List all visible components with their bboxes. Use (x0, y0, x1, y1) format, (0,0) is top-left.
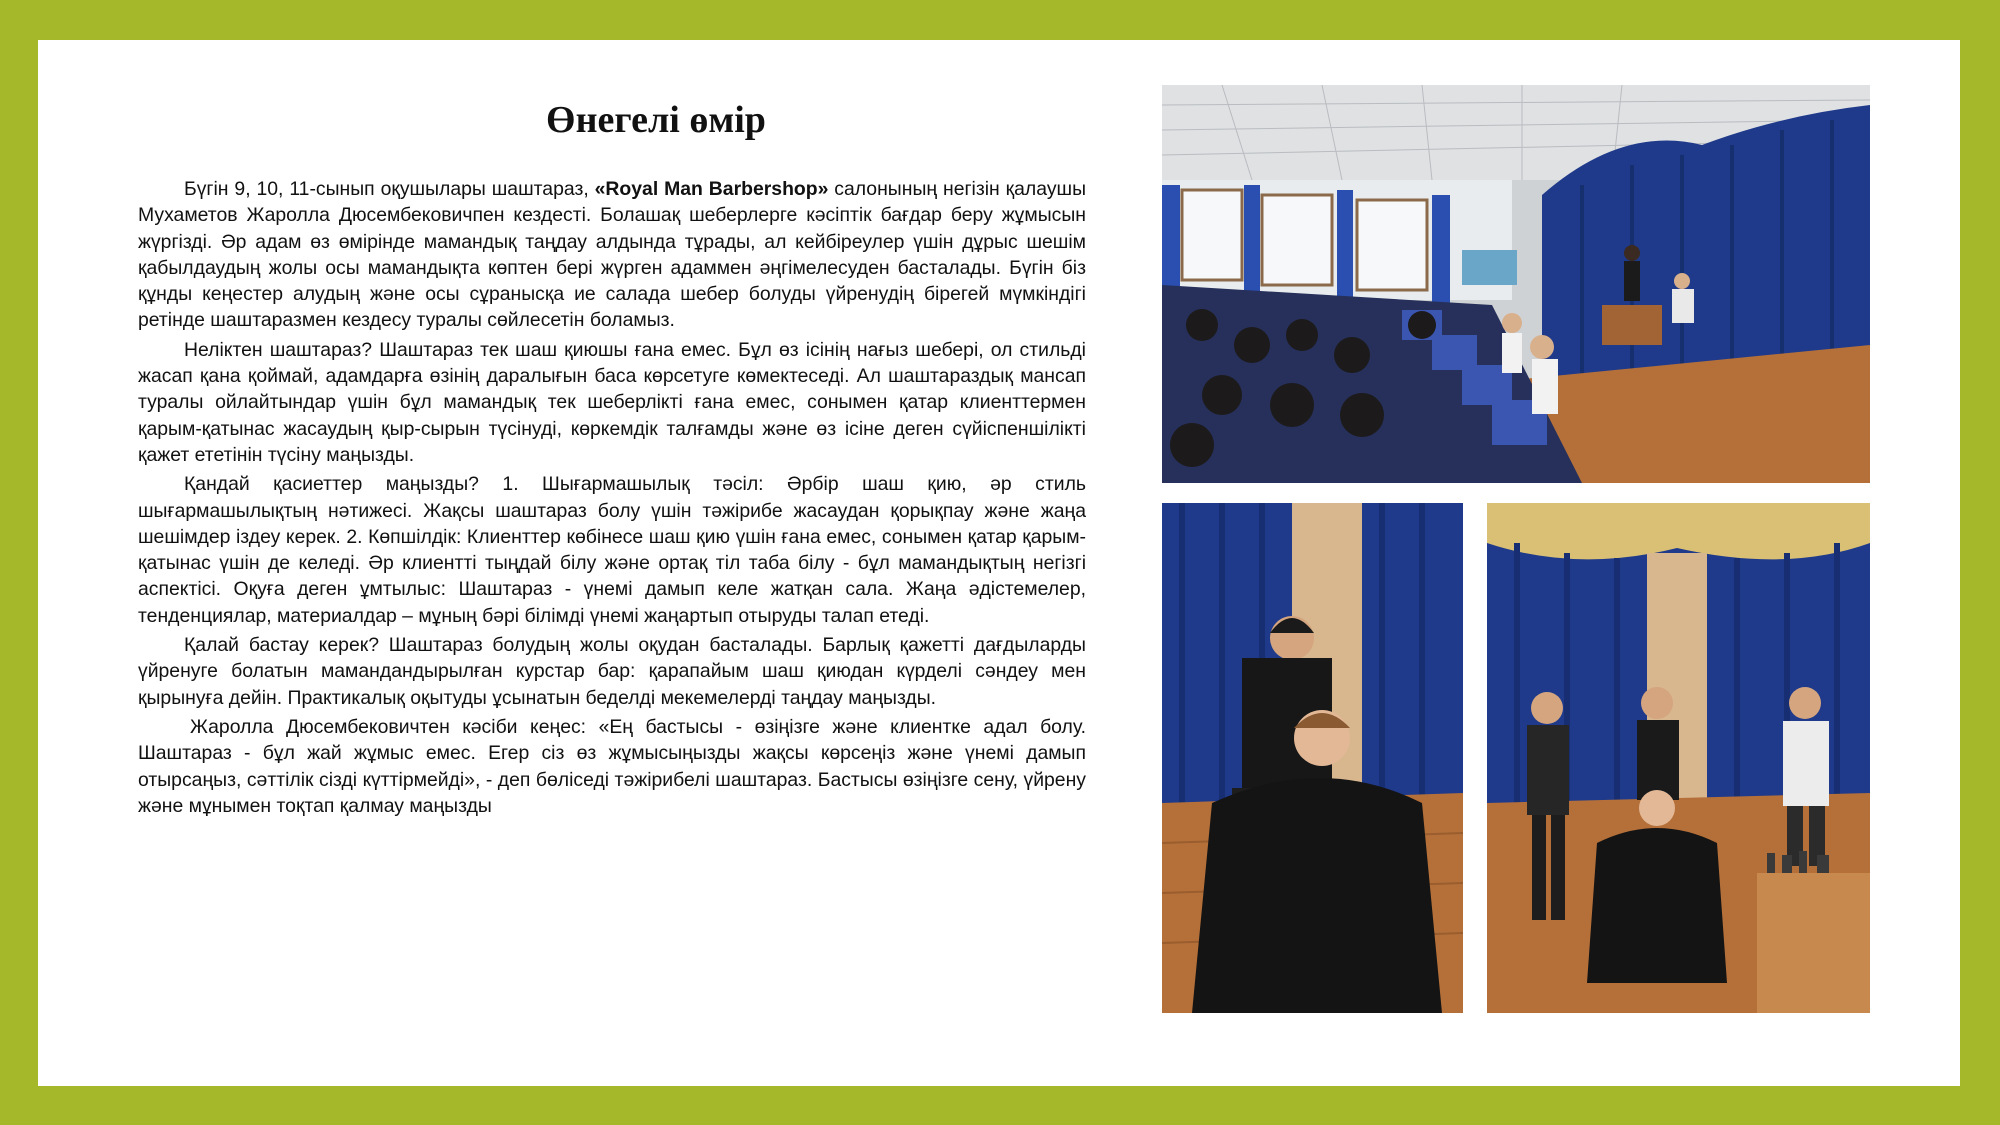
paragraph-advice: Жаролла Дюсембековичтен кәсіби кеңес: «Ең бастысы - өзіңізге және клиентке адал болу. Шаштараз - бұл жай жұмыс емес. Егер сіз өз жұмысыңызды жақсы көрсеңіз және үнемі дамып отырсаңыз, сәттілік сізді күттірмейді», - деп бөліседі тәжірибелі шаштараз. Бастысы өзіңізге сену, үйрену және мұнымен тоқтап қалмау маңызды (138, 715, 1086, 817)
page-title: Өнегелі өмір (546, 99, 766, 141)
photo-barber-demo (1487, 503, 1870, 1013)
paragraph-intro (138, 176, 1086, 334)
photo-assembly-hall (1162, 85, 1870, 483)
intro-text-start: Бүгін 9, 10, 11-сынып оқушылары шаштараз, (184, 178, 595, 200)
intro-text-end: салонының негізін қалаушы Мухаметов Жаролла Дюсембековичпен кездесті. Болашақ шеберлерге кәсіптік бағдар беру жұмысын жүргізді. Әр адам өз өмірінде мамандық таңдау алдында тұрады, ал кейбіреулер үшін дұрыс шешім қабылдаудың жолы осы мамандықта көптен бері жүрген адаммен әңгімелесуден басталады. Бүгін біз құнды кеңестер алудың және осы сұранысқа ие салада шебер болуды үйренудің бірегей мүмкіндігі ретінде шаштаразмен кездесу туралы сөйлесетін боламыз. (138, 178, 1087, 332)
paragraph-how-to-start: Қалай бастау керек? Шаштараз болудың жолы оқудан басталады. Барлық қажетті дағдыларды үйренуге болатын мамандандырылған курстар бар: қарапайым шаш қиюдан күрделі сәндеу мен қырынуға дейін. Практикалық оқытуды ұсынатын беделді мекемелерді таңдау маңызды. (138, 634, 1086, 709)
photo-haircut (1162, 503, 1463, 1013)
paragraph-why-barber: Неліктен шаштараз? Шаштараз тек шаш қиюшы ғана емес. Бұл өз ісінің нағыз шебері, ол стильді жасап қана қоймай, адамдарға өзінің даралығын баса көрсетуге көмектеседі. Ал шаштараздық мансап туралы ойлайтындар үшін бұл мамандық тек шеберлікті ғана емес, сонымен қатар клиенттермен қарым-қатынас жасаудың қыр-сырын түсінуді, көркемдік талғамды және өз ісіне деген сүйіспеншілікті қажет ететінін түсіну маңызды. (138, 338, 1086, 466)
salon-name: «Royal Man Barbershop» (594, 178, 829, 200)
article-body (138, 176, 1086, 822)
paragraph-qualities: Қандай қасиеттер маңызды? 1. Шығармашылық тәсіл: Әрбір шаш қию, әр стиль шығармашылықтың нәтижесі. Жақсы шаштараз болу үшін тәжірибе жасаудан қорықпау және жаңа шешімдер іздеу керек. 2. Көпшілдік: Клиенттер көбінесе шаш қию үшін ғана емес, сонымен қатар қарым-қатынас үшін де келеді. Әр клиентті тыңдай білу және ортақ тіл таба білу - бұл мамандықтың негізгі аспектісі. Оқуға деген ұмтылыс: Шаштараз - үнемі дамып келе жатқан сала. Жаңа әдістемелер, тенденциялар, материалдар – мұның бәрі білімді үнемі жаңартып отыруды талап етеді. (138, 473, 1086, 627)
slide (38, 40, 1960, 1086)
